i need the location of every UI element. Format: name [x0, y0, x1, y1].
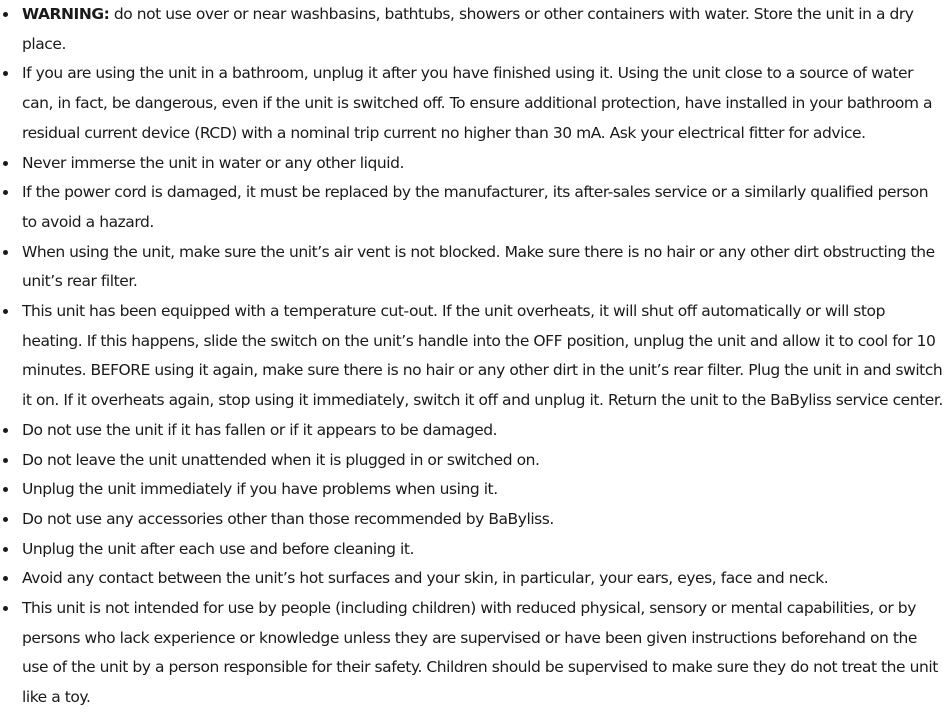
bullet-icon	[3, 606, 8, 611]
list-item	[0, 59, 944, 148]
list-item-warning	[0, 0, 944, 59]
list-item-text: If the power cord is damaged, it must be replaced by the manufacturer, its after-sales service or a similarly qualified person to avoid a hazard.	[22, 183, 929, 231]
bullet-icon	[3, 517, 8, 522]
list-item	[0, 416, 944, 446]
list-item	[0, 475, 944, 505]
warning-label: WARNING:	[22, 5, 110, 23]
list-item-text: When using the unit, make sure the unit’s air vent is not blocked. Make sure there is no hair or any other dirt obstructing the unit’s rear filter.	[22, 242, 935, 291]
list-item	[0, 564, 944, 594]
bullet-icon	[3, 190, 8, 195]
bullet-icon	[3, 428, 8, 433]
list-item-text: Never immerse the unit in water or any other liquid.	[22, 153, 404, 172]
bullet-icon	[3, 12, 8, 17]
list-item-text: Do not leave the unit unattended when it is plugged in or switched on.	[22, 450, 540, 469]
list-item-text: This unit is not intended for use by people (including children) with reduced physical, sensory or mental capabilities, or by persons who lack experience or knowledge unless they are supervised or have been given instructions beforehand on the use of the unit by a person responsible for their safety. Children should be supervised to make sure they do not treat the unit like a toy.	[22, 599, 938, 707]
list-item	[0, 505, 944, 535]
list-item-text: do not use over or near washbasins, bathtubs, showers or other containers with water. Store the unit in a dry place.	[22, 5, 914, 53]
list-item	[0, 149, 944, 179]
list-item-text: Do not use the unit if it has fallen or if it appears to be damaged.	[22, 420, 498, 439]
list-item	[0, 178, 944, 237]
list-item-text: Unplug the unit immediately if you have problems when using it.	[22, 480, 498, 499]
bullet-icon	[3, 309, 8, 314]
bullet-icon	[3, 71, 8, 76]
list-item-text: If you are using the unit in a bathroom, unplug it after you have finished using it. Using the unit close to a source of water can, in fact, be dangerous, even if the unit is switched off. To ensure additional protection, have installed in your bathroom a residual current device (RCD) with a nominal trip current no higher than 30 mA. Ask your electrical fitter for advice.	[22, 64, 933, 142]
list-item	[0, 594, 944, 713]
list-item	[0, 535, 944, 565]
bullet-icon	[3, 487, 8, 492]
list-item-text: Avoid any contact between the unit’s hot surfaces and your skin, in particular, your ears, eyes, face and neck.	[22, 569, 829, 588]
bullet-icon	[3, 576, 8, 581]
bullet-icon	[3, 458, 8, 463]
list-item	[0, 297, 944, 416]
list-item	[0, 446, 944, 476]
bullet-icon	[3, 547, 8, 552]
list-item-text: This unit has been equipped with a temperature cut-out. If the unit overheats, it will shut off automatically or will stop heating. If this happens, slide the switch on the unit’s handle into the OFF position, unplug the unit and allow it to cool for 10 minutes. BEFORE using it again, make sure there is no hair or any other dirt in the unit’s rear filter. Plug the unit in and switch it on. If it overheats again, stop using it immediately, switch it off and unplug it. Return the unit to the BaByliss service center.	[22, 302, 943, 410]
bullet-icon	[3, 250, 8, 255]
bullet-icon	[3, 161, 8, 166]
list-item-text: Unplug the unit after each use and before cleaning it.	[22, 539, 414, 558]
list-item	[0, 238, 944, 297]
list-item-text: Do not use any accessories other than those recommended by BaByliss.	[22, 509, 554, 528]
